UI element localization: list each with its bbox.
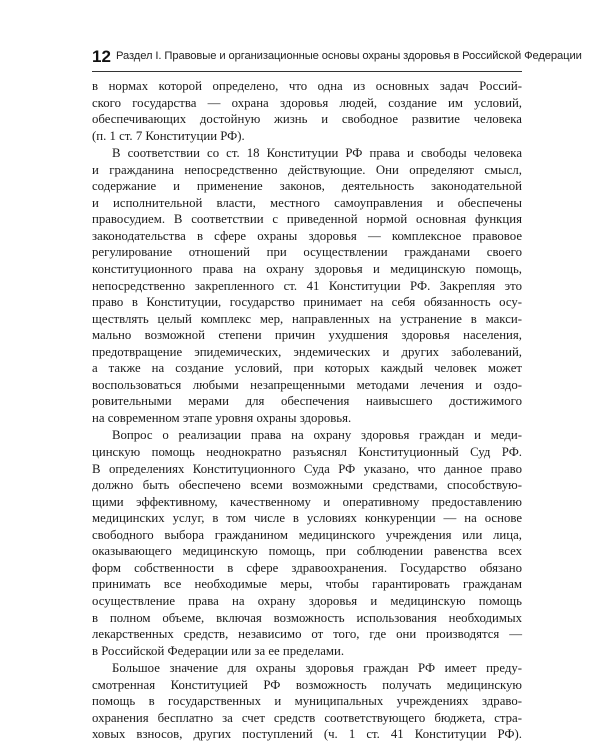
text-line: а также на создание условий, при которых каждый человек может bbox=[92, 361, 522, 376]
paragraph bbox=[92, 145, 522, 426]
text-line: регулирование отношений при осуществлении гражданами своего bbox=[92, 245, 522, 260]
text-line: медицинских услуг, в том числе в условиях конкуренции — на основе bbox=[92, 511, 522, 526]
text-line: помощь в государственных и муниципальных учреждениях здраво- bbox=[92, 694, 522, 709]
text-line: (п. 1 ст. 7 Конституции РФ). bbox=[92, 128, 245, 143]
body-text bbox=[92, 78, 522, 744]
page-header bbox=[92, 45, 582, 72]
text-line: на современном этапе уровня охраны здоровья. bbox=[92, 410, 352, 425]
text-line: должно быть обеспечено всеми возможными средствами, способствую- bbox=[92, 478, 522, 493]
text-line: принимать все необходимые меры, чтобы гарантировать гражданам bbox=[92, 577, 522, 592]
text-line: охранения бесплатно за счет средств соответствующего бюджета, стра- bbox=[92, 710, 522, 725]
text-line: правосудием. В соответствии с приведенной нормой основная функция bbox=[92, 212, 522, 227]
text-line: конституционного права на охрану здоровья и медицинскую помощь, bbox=[92, 262, 522, 277]
text-line: ществлять целый комплекс мер, направленных на устранение в макси- bbox=[92, 311, 522, 326]
text-line: Большое значение для охраны здоровья граждан РФ имеет преду- bbox=[112, 661, 522, 676]
text-line: цинскую помощь неоднократно разъяснял Конституционный Суд РФ. bbox=[92, 445, 522, 460]
text-line: смотренная Конституцией РФ возможность получать медицинскую bbox=[92, 677, 522, 692]
text-line: в полном объеме, включая возможность использования необходимых bbox=[92, 610, 522, 625]
text-line: оказывающего медицинскую помощь, при соблюдении равенства всех bbox=[92, 544, 522, 559]
page-number: 12 bbox=[92, 47, 111, 66]
text-line: предотвращение эпидемических, эндемических и других заболеваний, bbox=[92, 344, 522, 359]
paragraph bbox=[92, 427, 522, 659]
text-line: и гражданина непосредственно действующие. Они определяют смысл, bbox=[92, 162, 522, 177]
text-line: осуществление права на охрану здоровья и медицинскую помощь bbox=[92, 593, 522, 608]
text-line: В определениях Конституционного Суда РФ указано, что данное право bbox=[92, 461, 522, 476]
text-line: В соответствии со ст. 18 Конституции РФ права и свободы человека bbox=[112, 146, 522, 161]
text-line: и исполнительной власти, местного самоуправления и обеспечены bbox=[92, 195, 522, 210]
text-line: Вопрос о реализации права на охрану здоровья граждан и меди- bbox=[112, 428, 522, 443]
text-line: мально возможной степени причин ухудшения здоровья населения, bbox=[92, 328, 522, 343]
text-line: законодательства в сфере охраны здоровья — комплексное правовое bbox=[92, 228, 522, 243]
paragraph bbox=[92, 660, 522, 743]
text-line: содержание и применение законов, деятельность законодательной bbox=[92, 179, 522, 194]
text-line: воспользоваться любыми незапрещенными методами лечения и оздо- bbox=[92, 377, 522, 392]
text-line: свободного выбора гражданином медицинского учреждения или лица, bbox=[92, 527, 522, 542]
text-line: щими эффективному, качественному и оперативному предоставлению bbox=[92, 494, 522, 509]
text-line: в Российской Федерации или за ее пределами. bbox=[92, 643, 345, 658]
text-line: право в Конституции, государство принимает на себя обязанность осу- bbox=[92, 295, 522, 310]
running-head: Раздел I. Правовые и организационные основы охраны здоровья в Российской Федерации bbox=[116, 50, 582, 62]
text-line: непосредственно закрепленного ст. 41 Конституции РФ. Закрепляя это bbox=[92, 278, 522, 293]
paragraph bbox=[92, 78, 522, 144]
text-line: ровительными мерами для обеспечения наивысшего достижимого bbox=[92, 394, 522, 409]
text-line: в нормах которой определено, что одна из основных задач Россий- bbox=[92, 79, 522, 93]
text-line: обеспечивающих достойную жизнь и свободное развитие человека bbox=[92, 112, 522, 127]
text-line: лекарственных средств, независимо от того, где они производятся — bbox=[92, 627, 522, 642]
text-line: ховых взносов, других поступлений (ч. 1 ст. 41 Конституции РФ). bbox=[92, 727, 522, 742]
text-line: ского государства — охрана здоровья людей, создание им условий, bbox=[92, 95, 522, 110]
text-line: форм собственности в сфере здравоохранения. Государство обязано bbox=[92, 560, 522, 575]
